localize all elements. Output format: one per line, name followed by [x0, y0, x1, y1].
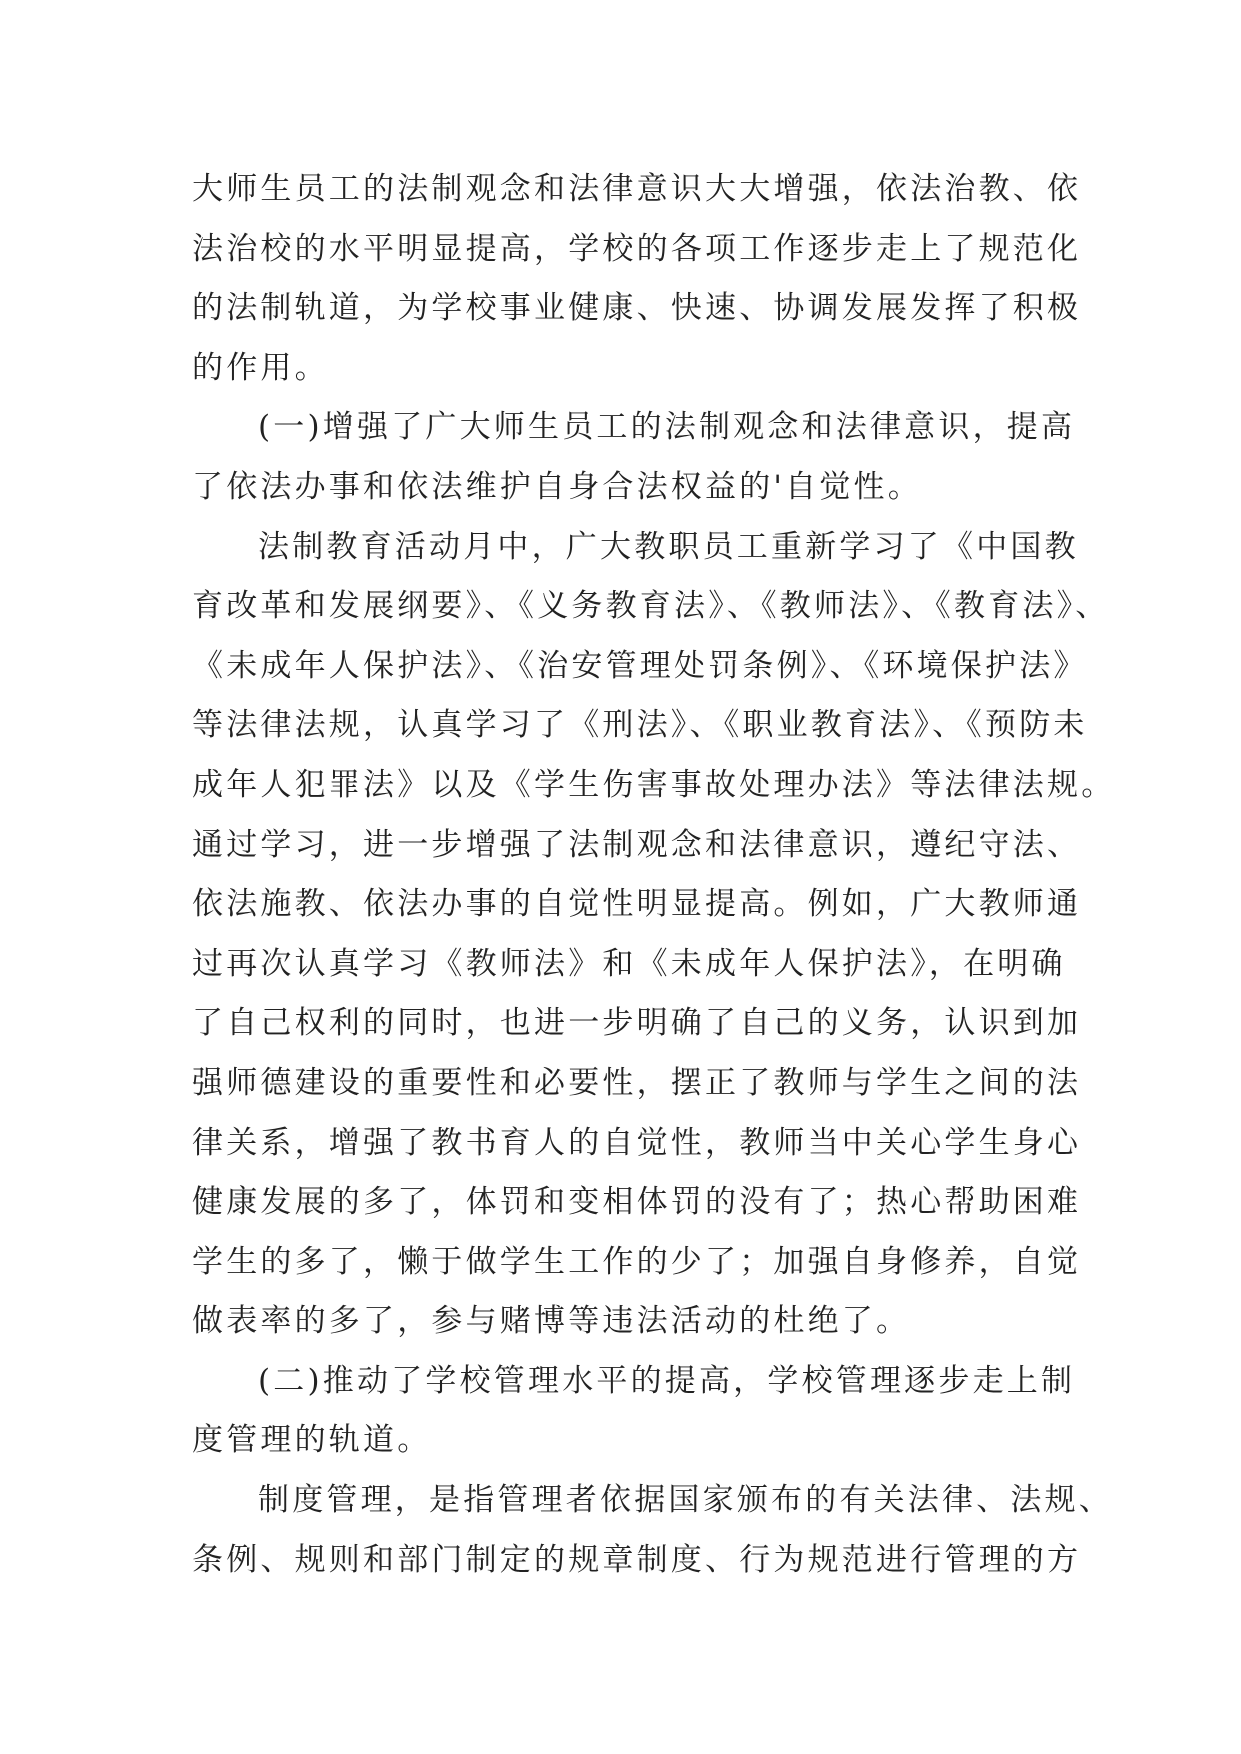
section-heading-1: (一)增强了广大师生员工的法制观念和法律意识，提高 — [258, 409, 1076, 446]
text-line: 等法律法规，认真学习了《刑法》、《职业教育法》、《预防未 — [192, 707, 1088, 744]
text-line: 成年人犯罪法》以及《学生伤害事故处理办法》等法律法规。 — [192, 766, 1116, 803]
text-line: 过再次认真学习《教师法》和《未成年人保护法》，在明确 — [192, 945, 1066, 982]
section-heading-2: (二)推动了学校管理水平的提高，学校管理逐步走上制 — [258, 1362, 1076, 1399]
paragraph-start: 制度管理，是指管理者依据国家颁布的有关法律、法规、 — [258, 1482, 1113, 1519]
body-text — [192, 160, 1116, 1590]
text-line: 育改革和发展纲要》、《义务教育法》、《教师法》、《教育法》、 — [192, 588, 1110, 625]
text-line: 法治校的水平明显提高，学校的各项工作逐步走上了规范化 — [192, 230, 1082, 267]
paragraph-start: 法制教育活动月中，广大教职员工重新学习了《中国教 — [258, 528, 1079, 565]
text-line: 学生的多了，懒于做学生工作的少了；加强自身修养，自觉 — [192, 1243, 1082, 1280]
text-line: 的法制轨道，为学校事业健康、快速、协调发展发挥了积极 — [192, 290, 1082, 327]
text-line: 的作用。 — [192, 349, 329, 386]
text-line: 《未成年人保护法》、《治安管理处罚条例》、《环境保护法》 — [192, 647, 1088, 684]
text-line: 通过学习，进一步增强了法制观念和法律意识，遵纪守法、 — [192, 826, 1082, 863]
text-line: 度管理的轨道。 — [192, 1422, 432, 1459]
text-line: 强师德建设的重要性和必要性，摆正了教师与学生之间的法 — [192, 1064, 1082, 1101]
text-line: 律关系，增强了教书育人的自觉性，教师当中关心学生身心 — [192, 1124, 1082, 1161]
text-line: 健康发展的多了，体罚和变相体罚的没有了；热心帮助困难 — [192, 1184, 1082, 1221]
text-line: 了依法办事和依法维护自身合法权益的'自觉性。 — [192, 468, 922, 505]
text-line: 了自己权利的同时，也进一步明确了自己的义务，认识到加 — [192, 1005, 1082, 1042]
text-line: 大师生员工的法制观念和法律意识大大增强，依法治教、依 — [192, 171, 1082, 207]
text-line: 依法施教、依法办事的自觉性明显提高。例如，广大教师通 — [192, 886, 1082, 923]
text-line: 做表率的多了，参与赌博等违法活动的杜绝了。 — [192, 1303, 911, 1340]
text-line: 条例、规则和部门制定的规章制度、行为规范进行管理的方 — [192, 1541, 1082, 1578]
